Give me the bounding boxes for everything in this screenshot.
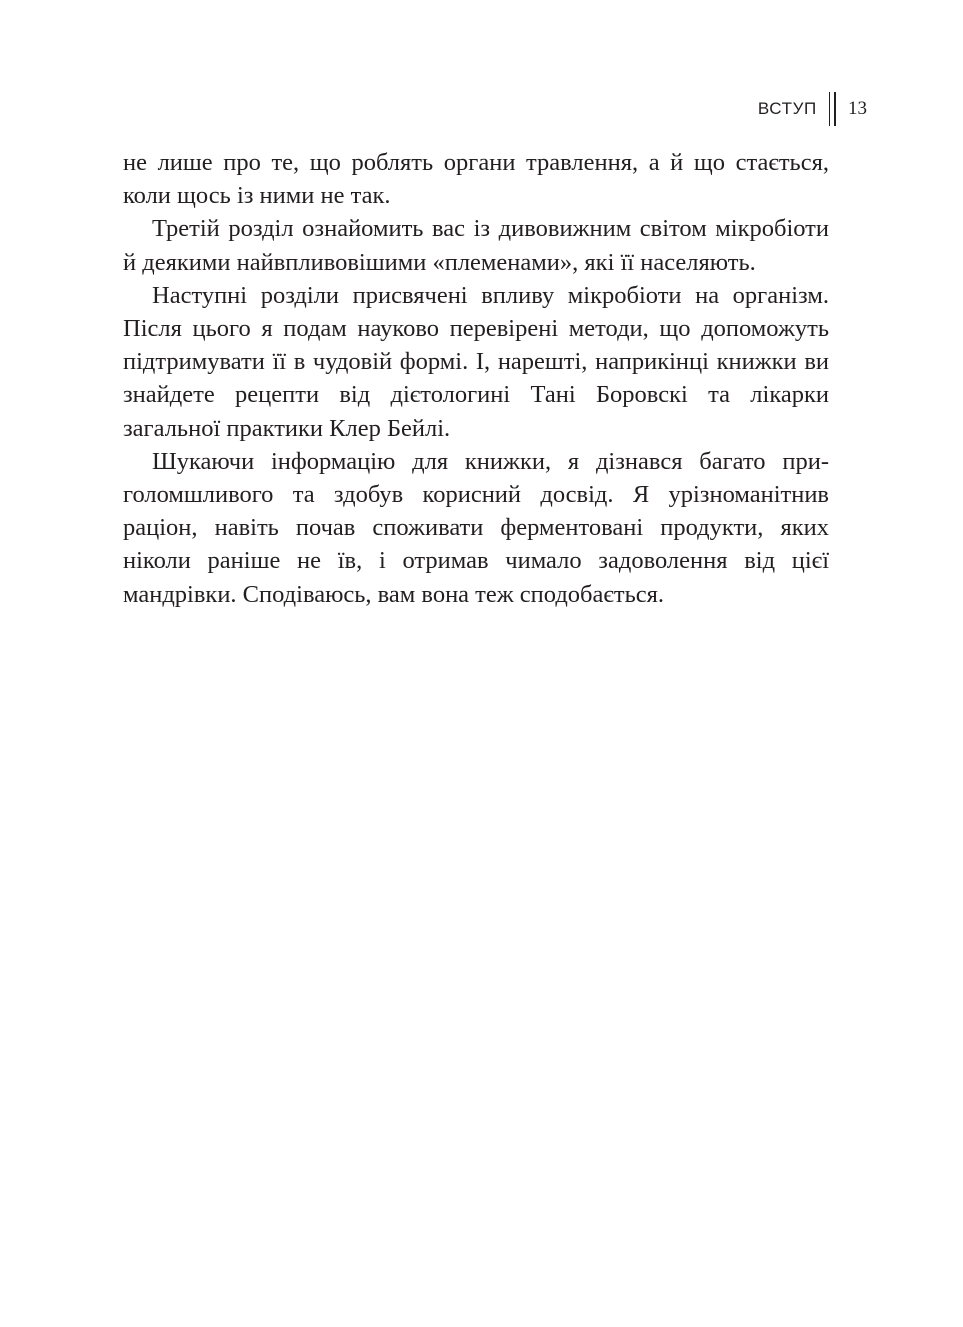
running-head (758, 92, 867, 126)
running-head-section: ВСТУП (757, 99, 817, 118)
page-number: 13 (848, 98, 867, 119)
double-rule-divider (829, 92, 836, 126)
paragraph: Шукаючи інформацію для книжки, я дізнався багато приголомшливого та здобув корисний досвід. Я урізноманітнив раціон, навіть почав споживати ферментовані продукти, яких ніколи раніше не їв, і отримав чимало задоволення від цієї мандрівки. Сподіваюсь, вам вона теж сподобається. (123, 447, 829, 608)
body-text (123, 146, 829, 611)
paragraph-continued: не лише про те, що роблять органи травлення, а й що стається, коли щось із ними не так. (123, 149, 829, 210)
paragraph: Наступні розділи присвячені впливу мікробіоти на організм. Після цього я подам науково перевірені методи, що допоможуть підтримувати її в чудовій формі. І, нарешті, наприкінці книжки ви знайдете рецепти від дієтологині Тані Боровскі та лікарки загальної практики Клер Бейлі. (123, 281, 829, 442)
paragraph: Третій розділ ознайомить вас із дивовижним світом мікробіоти й деякими найвпливовішими «племенами», які її населяють. (123, 215, 829, 276)
